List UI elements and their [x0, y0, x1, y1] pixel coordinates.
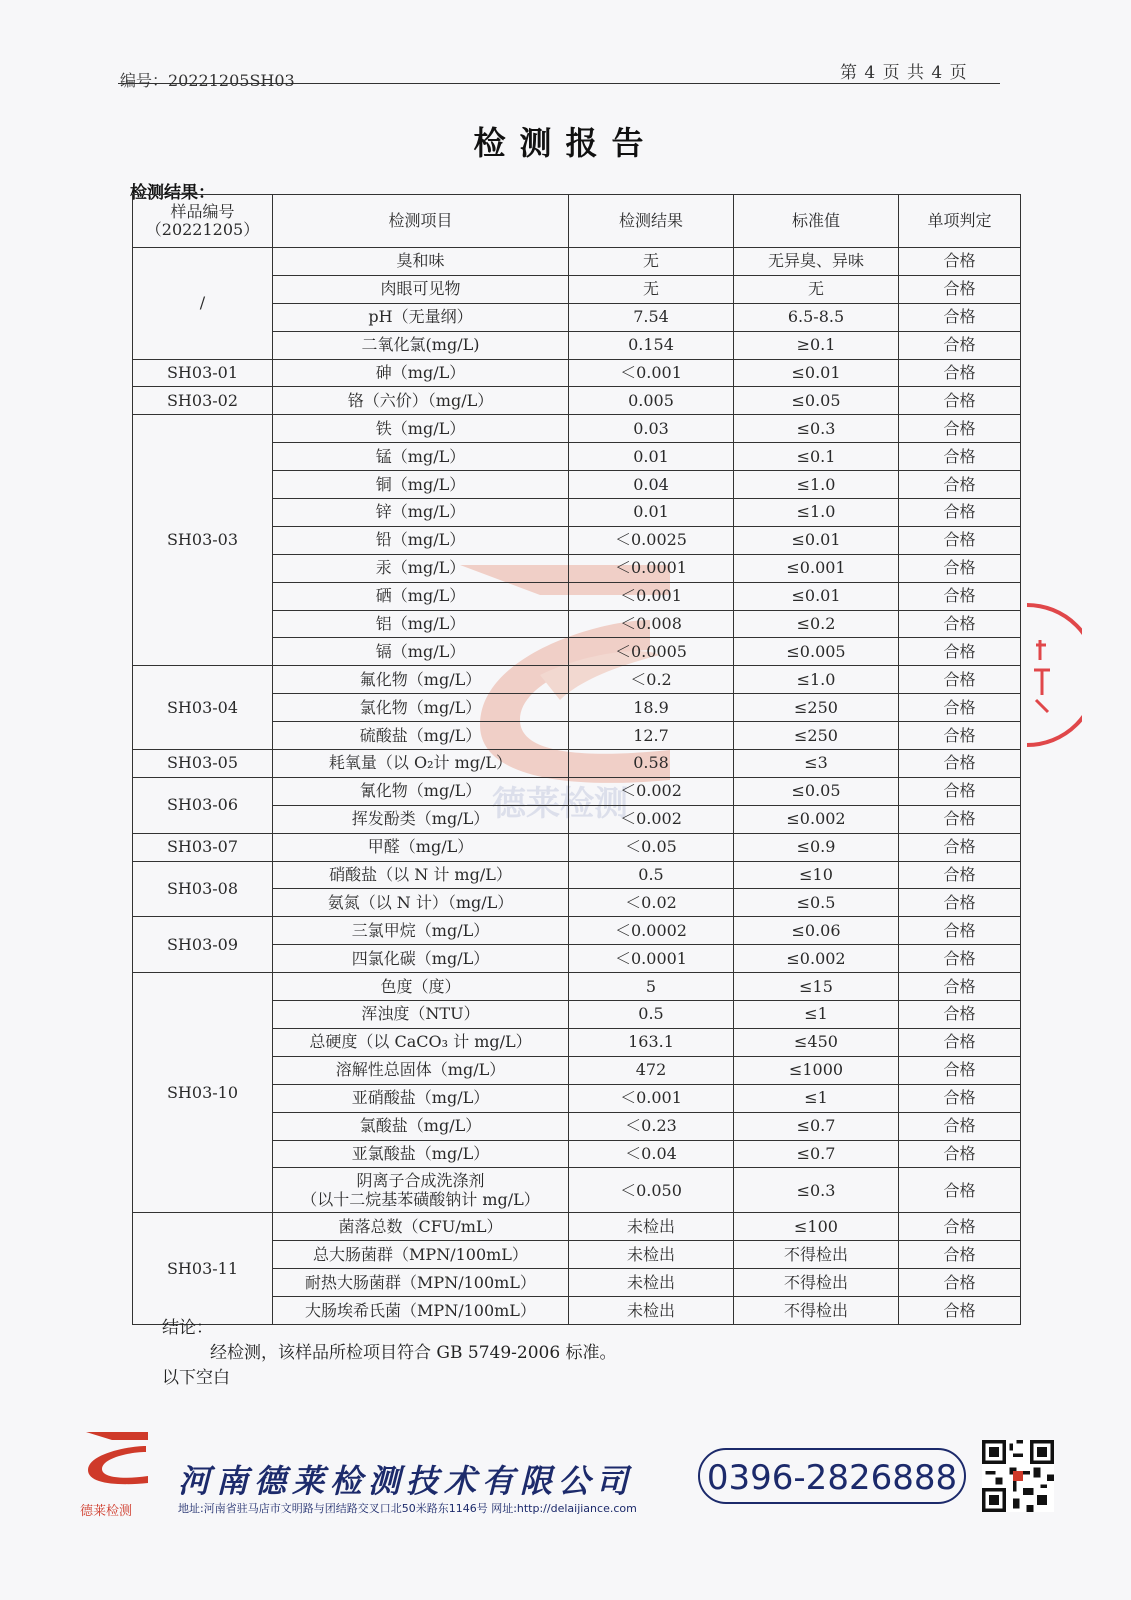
- cell-result: 0.04: [569, 471, 734, 499]
- cell-result: ＜0.0001: [569, 554, 734, 582]
- cell-judgement: 合格: [899, 1213, 1021, 1241]
- cell-standard: ≤100: [734, 1213, 899, 1241]
- cell-test-item: 臭和味: [273, 248, 569, 276]
- cell-judgement: 合格: [899, 694, 1021, 722]
- cell-standard: ≤0.7: [734, 1112, 899, 1140]
- cell-standard: ≤450: [734, 1028, 899, 1056]
- cell-standard: ≤0.06: [734, 917, 899, 945]
- company-phone: 0396-2826888: [698, 1448, 966, 1504]
- cell-sample-id: SH03-01: [133, 359, 273, 387]
- cell-result: 7.54: [569, 303, 734, 331]
- table-header-row: [133, 195, 1021, 248]
- cell-test-item: 亚硝酸盐（mg/L）: [273, 1084, 569, 1112]
- cell-test-item: 铬（六价）（mg/L）: [273, 387, 569, 415]
- cell-test-item: 硝酸盐（以 N 计 mg/L）: [273, 861, 569, 889]
- cell-test-item: 耐热大肠菌群（MPN/100mL）: [273, 1269, 569, 1297]
- cell-test-item: 总硬度（以 CaCO₃ 计 mg/L）: [273, 1028, 569, 1056]
- cell-result: ＜0.0001: [569, 945, 734, 973]
- cell-sample-id: SH03-11: [133, 1213, 273, 1325]
- header-sample: [133, 195, 273, 248]
- cell-result: 未检出: [569, 1213, 734, 1241]
- cell-judgement: 合格: [899, 889, 1021, 917]
- cell-result: 无: [569, 248, 734, 276]
- cell-standard: ≤0.01: [734, 582, 899, 610]
- cell-test-item: 肉眼可见物: [273, 275, 569, 303]
- footer: [0, 1420, 1131, 1550]
- cell-judgement: 合格: [899, 777, 1021, 805]
- cell-test-item-line2: （以十二烷基苯磺酸钠计 mg/L）: [301, 1190, 540, 1210]
- company-address: 地址:河南省驻马店市文明路与团结路交叉口北50米路东1146号 网址:http://delaijiance.com: [178, 1502, 637, 1515]
- table-row: [133, 415, 1021, 443]
- cell-result: 5: [569, 973, 734, 1001]
- cell-test-item: 挥发酚类（mg/L）: [273, 805, 569, 833]
- cell-result: ＜0.02: [569, 889, 734, 917]
- cell-standard: ≤250: [734, 722, 899, 750]
- cell-result: 0.154: [569, 331, 734, 359]
- cell-test-item: 亚氯酸盐（mg/L）: [273, 1140, 569, 1168]
- cell-result: ＜0.0002: [569, 917, 734, 945]
- cell-test-item: 氨氮（以 N 计）（mg/L）: [273, 889, 569, 917]
- cell-result: 0.01: [569, 499, 734, 527]
- cell-test-item: 四氯化碳（mg/L）: [273, 945, 569, 973]
- table-row: [133, 777, 1021, 805]
- cell-judgement: 合格: [899, 945, 1021, 973]
- table-row: [133, 917, 1021, 945]
- cell-judgement: 合格: [899, 610, 1021, 638]
- cell-test-item: 甲醛（mg/L）: [273, 833, 569, 861]
- cell-standard: 无异臭、异味: [734, 248, 899, 276]
- cell-standard: 无: [734, 275, 899, 303]
- cell-test-item: 氰化物（mg/L）: [273, 777, 569, 805]
- cell-test-item: 镉（mg/L）: [273, 638, 569, 666]
- table-row: [133, 861, 1021, 889]
- cell-result: 无: [569, 275, 734, 303]
- table-row: [133, 973, 1021, 1001]
- cell-result: 0.01: [569, 443, 734, 471]
- cell-result: ＜0.001: [569, 1084, 734, 1112]
- cell-test-item: 溶解性总固体（mg/L）: [273, 1056, 569, 1084]
- header-rule: [118, 83, 1000, 84]
- cell-judgement: 合格: [899, 1269, 1021, 1297]
- cell-result: ＜0.04: [569, 1140, 734, 1168]
- cell-judgement: 合格: [899, 387, 1021, 415]
- cell-standard: ≤250: [734, 694, 899, 722]
- cell-result: ＜0.001: [569, 582, 734, 610]
- cell-standard: ≤1000: [734, 1056, 899, 1084]
- cell-result: ＜0.0005: [569, 638, 734, 666]
- cell-test-item: 砷（mg/L）: [273, 359, 569, 387]
- cell-judgement: 合格: [899, 303, 1021, 331]
- cell-sample-id: SH03-08: [133, 861, 273, 917]
- cell-test-item: 氟化物（mg/L）: [273, 666, 569, 694]
- results-body: [133, 248, 1021, 1325]
- cell-standard: ≤0.05: [734, 387, 899, 415]
- cell-judgement: 合格: [899, 1140, 1021, 1168]
- cell-test-item: 铝（mg/L）: [273, 610, 569, 638]
- cell-result: ＜0.050: [569, 1168, 734, 1213]
- cell-test-item: 汞（mg/L）: [273, 554, 569, 582]
- cell-judgement: 合格: [899, 1084, 1021, 1112]
- cell-judgement: 合格: [899, 722, 1021, 750]
- header-result: 检测结果: [569, 195, 734, 248]
- cell-standard: ≤0.002: [734, 945, 899, 973]
- cell-standard: 不得检出: [734, 1241, 899, 1269]
- report-number: 编号：20221205SH03: [120, 71, 295, 90]
- cell-test-item: pH（无量纲）: [273, 303, 569, 331]
- cell-test-item: 色度（度）: [273, 973, 569, 1001]
- cell-standard: ≤0.3: [734, 1168, 899, 1213]
- cell-test-item: 二氧化氯(mg/L): [273, 331, 569, 359]
- cell-judgement: 合格: [899, 1168, 1021, 1213]
- cell-sample-id: SH03-04: [133, 666, 273, 750]
- official-stamp: [1022, 600, 1082, 750]
- cell-test-item: 铜（mg/L）: [273, 471, 569, 499]
- cell-result: 472: [569, 1056, 734, 1084]
- cell-judgement: 合格: [899, 1241, 1021, 1269]
- cell-standard: 6.5-8.5: [734, 303, 899, 331]
- cell-test-item: 锰（mg/L）: [273, 443, 569, 471]
- qr-code-icon: [982, 1440, 1054, 1512]
- cell-result: 0.5: [569, 1001, 734, 1029]
- cell-judgement: 合格: [899, 666, 1021, 694]
- cell-result: ＜0.05: [569, 833, 734, 861]
- conclusion-text: 经检测，该样品所检项目符合 GB 5749-2006 标准。: [210, 1343, 617, 1363]
- cell-result: 未检出: [569, 1297, 734, 1325]
- section-label: 检测结果：: [130, 183, 215, 203]
- cell-standard: ≤0.002: [734, 805, 899, 833]
- cell-standard: ≤0.7: [734, 1140, 899, 1168]
- cell-standard: ≤0.01: [734, 359, 899, 387]
- cell-test-item-line1: 阴离子合成洗涤剂: [356, 1171, 485, 1191]
- cell-sample-id: SH03-09: [133, 917, 273, 973]
- cell-standard: 不得检出: [734, 1297, 899, 1325]
- cell-test-item: 氯化物（mg/L）: [273, 694, 569, 722]
- table-row: [133, 1213, 1021, 1241]
- table-row: [133, 833, 1021, 861]
- table-row: [133, 666, 1021, 694]
- cell-result: 0.58: [569, 750, 734, 778]
- cell-result: ＜0.002: [569, 777, 734, 805]
- results-table: [132, 194, 1021, 1325]
- table-row: [133, 359, 1021, 387]
- cell-judgement: 合格: [899, 1112, 1021, 1140]
- page-indicator: 第 4 页 共 4 页: [840, 63, 968, 83]
- company-name: 河南德莱检测技术有限公司: [178, 1462, 635, 1500]
- cell-test-item: 硫酸盐（mg/L）: [273, 722, 569, 750]
- header-sample-label: 样品编号: [170, 202, 235, 221]
- cell-test-item: 铅（mg/L）: [273, 526, 569, 554]
- header-sample-sub: （20221205）: [145, 220, 260, 239]
- cell-result: 0.5: [569, 861, 734, 889]
- cell-result: 163.1: [569, 1028, 734, 1056]
- cell-judgement: 合格: [899, 248, 1021, 276]
- cell-sample-id: SH03-07: [133, 833, 273, 861]
- cell-result: ＜0.002: [569, 805, 734, 833]
- cell-judgement: 合格: [899, 471, 1021, 499]
- cell-judgement: 合格: [899, 443, 1021, 471]
- cell-judgement: 合格: [899, 415, 1021, 443]
- cell-standard: ≤0.2: [734, 610, 899, 638]
- cell-standard: ≤0.001: [734, 554, 899, 582]
- logo-label: 德莱检测: [80, 1504, 133, 1519]
- cell-judgement: 合格: [899, 1056, 1021, 1084]
- cell-result: 18.9: [569, 694, 734, 722]
- table-row: [133, 750, 1021, 778]
- header-item: 检测项目: [273, 195, 569, 248]
- cell-test-item: 菌落总数（CFU/mL）: [273, 1213, 569, 1241]
- cell-judgement: 合格: [899, 973, 1021, 1001]
- cell-judgement: 合格: [899, 499, 1021, 527]
- cell-standard: ≤0.01: [734, 526, 899, 554]
- cell-standard: ≤0.9: [734, 833, 899, 861]
- cell-result: 未检出: [569, 1269, 734, 1297]
- table-row: [133, 387, 1021, 415]
- cell-judgement: 合格: [899, 861, 1021, 889]
- cell-sample-id: /: [133, 248, 273, 360]
- cell-test-item: 耗氧量（以 O₂计 mg/L）: [273, 750, 569, 778]
- cell-judgement: 合格: [899, 331, 1021, 359]
- cell-standard: ≤1.0: [734, 499, 899, 527]
- cell-test-item: 硒（mg/L）: [273, 582, 569, 610]
- cell-judgement: 合格: [899, 526, 1021, 554]
- cell-result: 0.005: [569, 387, 734, 415]
- cell-standard: ≤0.005: [734, 638, 899, 666]
- cell-result: ＜0.0025: [569, 526, 734, 554]
- cell-judgement: 合格: [899, 1297, 1021, 1325]
- cell-judgement: 合格: [899, 582, 1021, 610]
- cell-standard: ≥0.1: [734, 331, 899, 359]
- cell-judgement: 合格: [899, 1028, 1021, 1056]
- cell-judgement: 合格: [899, 805, 1021, 833]
- cell-test-item: 氯酸盐（mg/L）: [273, 1112, 569, 1140]
- cell-judgement: 合格: [899, 638, 1021, 666]
- blank-below-note: 以下空白: [162, 1368, 230, 1388]
- cell-standard: ≤0.3: [734, 415, 899, 443]
- cell-judgement: 合格: [899, 833, 1021, 861]
- cell-standard: ≤15: [734, 973, 899, 1001]
- cell-sample-id: SH03-03: [133, 415, 273, 666]
- cell-standard: ≤0.05: [734, 777, 899, 805]
- cell-standard: ≤1: [734, 1001, 899, 1029]
- cell-result: 0.03: [569, 415, 734, 443]
- cell-judgement: 合格: [899, 359, 1021, 387]
- cell-test-item: 大肠埃希氏菌（MPN/100mL）: [273, 1297, 569, 1325]
- cell-result: ＜0.2: [569, 666, 734, 694]
- cell-standard: 不得检出: [734, 1269, 899, 1297]
- cell-standard: ≤1: [734, 1084, 899, 1112]
- cell-standard: ≤3: [734, 750, 899, 778]
- cell-judgement: 合格: [899, 917, 1021, 945]
- cell-test-item: [273, 1168, 569, 1213]
- cell-test-item: 锌（mg/L）: [273, 499, 569, 527]
- cell-standard: ≤1.0: [734, 666, 899, 694]
- cell-test-item: 铁（mg/L）: [273, 415, 569, 443]
- cell-sample-id: SH03-10: [133, 973, 273, 1213]
- cell-result: 12.7: [569, 722, 734, 750]
- cell-test-item: 三氯甲烷（mg/L）: [273, 917, 569, 945]
- header-judgement: 单项判定: [899, 195, 1021, 248]
- conclusion-heading: 结论：: [162, 1318, 213, 1338]
- company-logo-icon: [78, 1428, 156, 1490]
- cell-judgement: 合格: [899, 750, 1021, 778]
- table-row: [133, 248, 1021, 276]
- cell-sample-id: SH03-05: [133, 750, 273, 778]
- cell-result: 未检出: [569, 1241, 734, 1269]
- cell-result: ＜0.008: [569, 610, 734, 638]
- cell-result: ＜0.23: [569, 1112, 734, 1140]
- cell-sample-id: SH03-02: [133, 387, 273, 415]
- cell-standard: ≤1.0: [734, 471, 899, 499]
- header-standard: 标准值: [734, 195, 899, 248]
- cell-standard: ≤0.1: [734, 443, 899, 471]
- cell-test-item: 总大肠菌群（MPN/100mL）: [273, 1241, 569, 1269]
- watermark-text: 德莱检测: [492, 784, 628, 824]
- cell-judgement: 合格: [899, 554, 1021, 582]
- cell-sample-id: SH03-06: [133, 777, 273, 833]
- cell-standard: ≤10: [734, 861, 899, 889]
- cell-standard: ≤0.5: [734, 889, 899, 917]
- report-title: 检测报告: [473, 124, 658, 162]
- cell-judgement: 合格: [899, 275, 1021, 303]
- cell-result: ＜0.001: [569, 359, 734, 387]
- cell-judgement: 合格: [899, 1001, 1021, 1029]
- cell-test-item: 浑浊度（NTU）: [273, 1001, 569, 1029]
